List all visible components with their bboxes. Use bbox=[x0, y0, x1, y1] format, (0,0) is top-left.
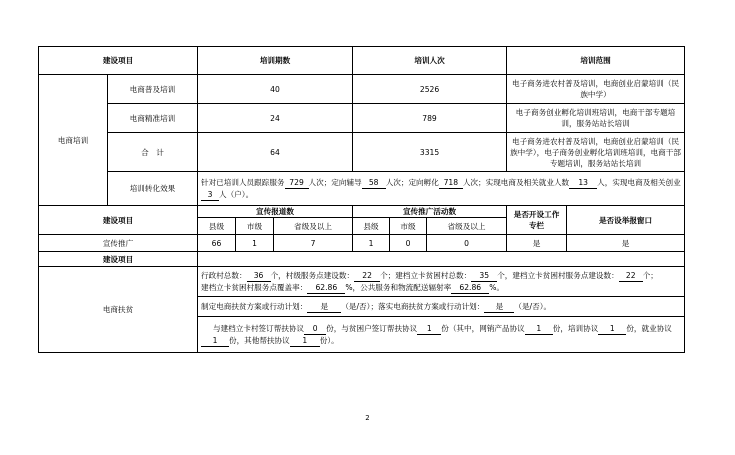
sub-county: 县级 bbox=[353, 218, 390, 235]
online-sales-agreements-value: 1 bbox=[525, 324, 553, 335]
header-item: 建设项目 bbox=[39, 47, 198, 75]
poverty-text-part: 制定电商扶贫方案或行动计划： bbox=[201, 301, 308, 311]
sub-city: 市级 bbox=[390, 218, 427, 235]
poverty-text-part: 个； bbox=[642, 270, 658, 280]
people-value: 2526 bbox=[353, 75, 507, 104]
training-category: 电商培训 bbox=[39, 75, 108, 206]
poverty-text-part: %，公共服务和物流配送辐射率 bbox=[345, 282, 452, 292]
poverty-text-part: 份（其中，网销产品协议 bbox=[441, 323, 525, 333]
scope-text: 电子商务进农村普及培训，电商创业启蒙培训（民族中学），电子商务创业孵化培训班培训，电商干部专题培训，服务站站长培训 bbox=[507, 133, 685, 172]
poverty-stats-text bbox=[198, 267, 685, 297]
table-row bbox=[39, 267, 685, 297]
plan-made-value: 是 bbox=[307, 302, 341, 313]
page-number: 2 bbox=[365, 414, 370, 422]
household-agreements-value: 1 bbox=[417, 324, 441, 335]
table-row bbox=[39, 75, 685, 104]
sub-city: 市级 bbox=[236, 218, 274, 235]
other-agreements-value: 1 bbox=[290, 336, 320, 347]
promo-label: 宣传推广 bbox=[39, 235, 198, 252]
conversion-guidance-value: 58 bbox=[362, 178, 386, 189]
poor-village-points-value: 22 bbox=[619, 271, 643, 282]
sub-county: 县级 bbox=[198, 218, 236, 235]
conversion-text-part: 人（户）。 bbox=[219, 189, 254, 199]
poverty-text-part: 个，村级服务点建设数： bbox=[270, 270, 355, 280]
header-sessions: 培训期数 bbox=[198, 47, 353, 75]
employment-agreements-value: 1 bbox=[201, 336, 229, 347]
poor-villages-value: 35 bbox=[471, 271, 497, 282]
conversion-text-part: 人，实现电商及相关创业 bbox=[597, 177, 681, 187]
table-row bbox=[39, 172, 685, 206]
promo-header-item: 建设项目 bbox=[39, 206, 198, 235]
scope-text: 电子商务创业孵化培训班培训，电商干部专题培训，服务站站长培训 bbox=[507, 104, 685, 133]
reports-city: 1 bbox=[236, 235, 274, 252]
conversion-startup-value: 3 bbox=[201, 190, 219, 201]
conversion-text-part: 针对已培训人员跟踪服务 bbox=[201, 177, 285, 187]
conversion-text-part: 人次；实现电商及相关就业人数 bbox=[462, 177, 570, 187]
poverty-text-part: 份）。 bbox=[319, 335, 339, 345]
sub-province: 省级及以上 bbox=[427, 218, 507, 235]
reports-province: 7 bbox=[274, 235, 353, 252]
poverty-header-empty bbox=[198, 252, 685, 267]
conversion-incubation-value: 718 bbox=[439, 178, 463, 189]
conversion-text-part: 人次；定向孵化 bbox=[385, 177, 439, 187]
radiation-rate-value: 62.86 bbox=[451, 283, 489, 294]
row-label: 合 计 bbox=[108, 133, 198, 172]
villages-total-value: 36 bbox=[247, 271, 271, 282]
poverty-header-item: 建设项目 bbox=[39, 252, 198, 267]
poverty-text-part: 份，就业协议 bbox=[626, 323, 672, 333]
poverty-text-part: 建档立卡贫困村服务点覆盖率： bbox=[201, 282, 308, 292]
poverty-category: 电商扶贫 bbox=[39, 267, 198, 353]
poverty-text-part: %。 bbox=[489, 282, 505, 292]
village-points-value: 22 bbox=[354, 271, 380, 282]
sessions-value: 64 bbox=[198, 133, 353, 172]
poverty-text-part: 份，其他帮扶协议 bbox=[229, 335, 290, 345]
header-scope: 培训范围 bbox=[507, 47, 685, 75]
poverty-text-part: 份，培训协议 bbox=[552, 323, 599, 333]
header-people: 培训人次 bbox=[353, 47, 507, 75]
people-value: 789 bbox=[353, 104, 507, 133]
poverty-header-row bbox=[39, 252, 685, 267]
promo-row bbox=[39, 235, 685, 252]
events-county: 1 bbox=[353, 235, 390, 252]
poverty-text-part: 与建档立卡村签订帮扶协议 bbox=[213, 323, 305, 333]
promo-header-column: 是否开设工作专栏 bbox=[507, 206, 567, 235]
table-row bbox=[39, 133, 685, 172]
poverty-agreement-text bbox=[198, 317, 685, 353]
reports-county: 66 bbox=[198, 235, 236, 252]
coverage-rate-value: 62.86 bbox=[307, 283, 345, 294]
column-value: 是 bbox=[507, 235, 567, 252]
people-value: 3315 bbox=[353, 133, 507, 172]
training-header-row bbox=[39, 47, 685, 75]
table-row bbox=[39, 104, 685, 133]
poverty-text-part: （是/否）。 bbox=[514, 301, 552, 311]
conversion-followup-value: 729 bbox=[285, 178, 309, 189]
poverty-text-part: 行政村总数： bbox=[201, 270, 247, 280]
village-agreements-value: 0 bbox=[304, 324, 326, 335]
promo-header-events: 宣传推广活动数 bbox=[353, 206, 507, 218]
promo-header-window: 是否设举报窗口 bbox=[567, 206, 685, 235]
events-province: 0 bbox=[427, 235, 507, 252]
construction-table bbox=[38, 46, 685, 353]
sessions-value: 40 bbox=[198, 75, 353, 104]
plan-implemented-value: 是 bbox=[484, 302, 514, 313]
sub-province: 省级及以上 bbox=[274, 218, 353, 235]
promo-header-reports: 宣传报道数 bbox=[198, 206, 353, 218]
events-city: 0 bbox=[390, 235, 427, 252]
conversion-text bbox=[198, 172, 685, 206]
conversion-label: 培训转化效果 bbox=[108, 172, 198, 206]
poverty-plan-text bbox=[198, 297, 685, 317]
poverty-text-part: 个；建档立卡贫困村总数： bbox=[380, 270, 472, 280]
row-label: 电商精准培训 bbox=[108, 104, 198, 133]
window-value: 是 bbox=[567, 235, 685, 252]
poverty-text-part: 份，与贫困户签订帮扶协议 bbox=[326, 323, 418, 333]
poverty-text-part: 个，建档立卡贫困村服务点建设数： bbox=[497, 270, 619, 280]
promo-header-row bbox=[39, 206, 685, 218]
sessions-value: 24 bbox=[198, 104, 353, 133]
scope-text: 电子商务进农村普及培训，电商创业启蒙培训（民族中学） bbox=[507, 75, 685, 104]
conversion-employment-value: 13 bbox=[569, 178, 597, 189]
training-agreements-value: 1 bbox=[598, 324, 626, 335]
conversion-text-part: 人次；定向辅导 bbox=[308, 177, 362, 187]
row-label: 电商普及培训 bbox=[108, 75, 198, 104]
poverty-text-part: （是/否）；落实电商扶贫方案或行动计划： bbox=[341, 301, 485, 311]
